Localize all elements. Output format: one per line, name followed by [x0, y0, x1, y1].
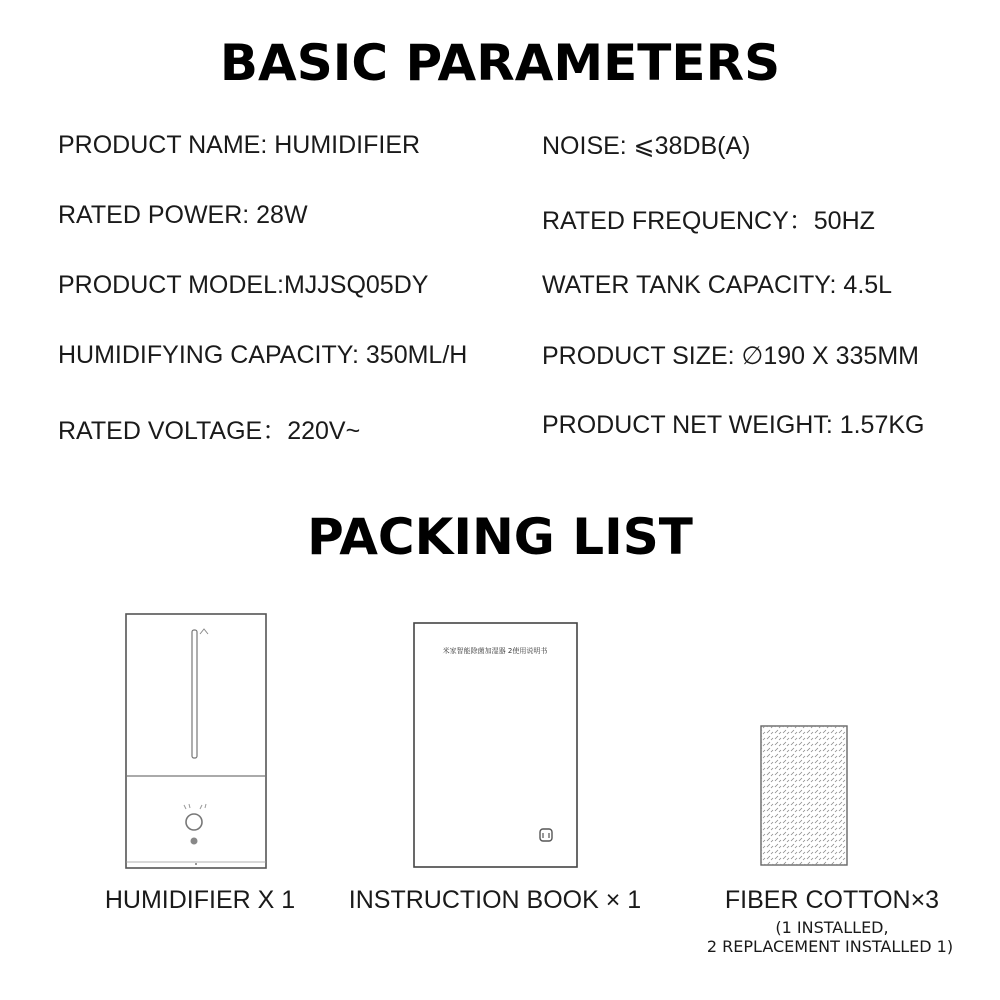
book-cover-text: 米家智能除菌加湿器 2使用说明书: [442, 647, 548, 655]
instruction-book-icon: [412, 621, 579, 869]
packing-list-title: PACKING LIST: [307, 508, 693, 566]
param-product-model: PRODUCT MODEL:MJJSQ05DY: [58, 271, 429, 299]
param-product-name: PRODUCT NAME: HUMIDIFIER: [58, 131, 421, 159]
fiber-cotton-note-line1: (1 INSTALLED,: [775, 918, 889, 937]
packing-item-humidifier-label: HUMIDIFIER X 1: [104, 886, 296, 914]
param-net-weight: PRODUCT NET WEIGHT: 1.57KG: [542, 411, 925, 439]
param-rated-voltage: RATED VOLTAGE：220V~: [58, 417, 361, 445]
basic-parameters-title: BASIC PARAMETERS: [219, 34, 781, 92]
fiber-cotton-note-line2: 2 REPLACEMENT INSTALLED 1): [706, 937, 954, 956]
packing-item-fiber-cotton-label: FIBER COTTON×3: [724, 886, 940, 914]
param-noise: NOISE: ⩽38DB(A): [542, 132, 751, 160]
param-rated-power: RATED POWER: 28W: [58, 201, 308, 229]
packing-item-instruction-book-label: INSTRUCTION BOOK × 1: [348, 886, 642, 914]
param-humidifying-capacity: HUMIDIFYING CAPACITY: 350ML/H: [58, 341, 468, 369]
param-rated-frequency: RATED FREQUENCY：50HZ: [542, 207, 875, 235]
param-product-size: PRODUCT SIZE: ∅190 X 335MM: [542, 342, 919, 370]
humidifier-icon: [122, 612, 270, 870]
fiber-cotton-icon: [758, 723, 850, 868]
param-water-tank-capacity: WATER TANK CAPACITY: 4.5L: [542, 271, 893, 299]
